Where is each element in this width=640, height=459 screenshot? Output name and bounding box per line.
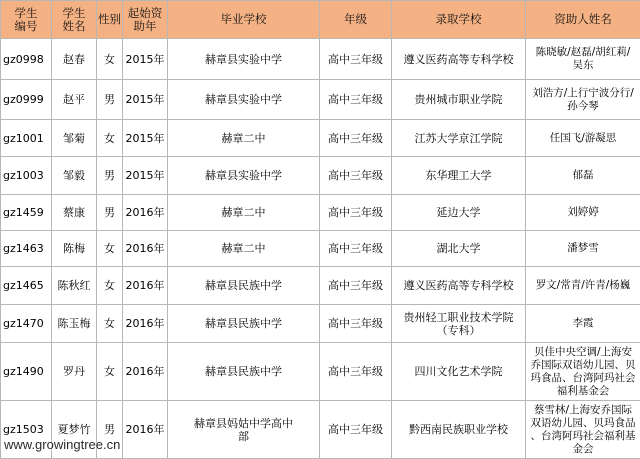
cell-student-id: gz1463 <box>1 231 52 267</box>
cell-graduation-school: 赫章县民族中学 <box>168 267 320 305</box>
cell-sponsor-names-line: 李霞 <box>573 317 594 329</box>
cell-gender: 男 <box>97 157 123 195</box>
cell-grade: 高中三年级 <box>320 305 392 343</box>
cell-admitted-school: 东华理工大学 <box>392 157 526 195</box>
cell-grade: 高中三年级 <box>320 80 392 120</box>
cell-admitted-school: 湖北大学 <box>392 231 526 267</box>
table-row <box>1 157 640 195</box>
cell-grade: 高中三年级 <box>320 195 392 231</box>
cell-sponsor-names-line: 乔国际双语幼儿园、贝 <box>531 359 636 371</box>
cell-admitted-school: 延边大学 <box>392 195 526 231</box>
cell-sponsor-names-line: 罗文/常青/许青/杨巍 <box>536 279 631 291</box>
cell-student-id: gz1503 <box>1 401 52 459</box>
cell-gender: 女 <box>97 305 123 343</box>
cell-graduation-school: 赫章县实验中学 <box>168 157 320 195</box>
cell-sponsor-names-line: 吴东 <box>573 59 594 71</box>
cell-start-year: 2016年 <box>123 343 168 401</box>
table-row <box>1 39 640 80</box>
cell-grade: 高中三年级 <box>320 231 392 267</box>
cell-admitted-school: 黔西南民族职业学校 <box>392 401 526 459</box>
header-gender: 性别 <box>97 1 123 39</box>
header-start-year: 起始资 助年 <box>123 1 168 39</box>
cell-gender: 男 <box>97 401 123 459</box>
cell-start-year: 2016年 <box>123 267 168 305</box>
cell-student-name: 陈梅 <box>52 231 97 267</box>
cell-grade: 高中三年级 <box>320 267 392 305</box>
watermark: www.growingtree.cn <box>4 437 120 452</box>
cell-start-year: 2015年 <box>123 39 168 80</box>
cell-gender: 男 <box>97 195 123 231</box>
cell-admitted-school: 贵州城市职业学院 <box>392 80 526 120</box>
cell-graduation-school: 赫章二中 <box>168 195 320 231</box>
cell-sponsor-names-line: 陈晓敏/赵磊/胡红莉/ <box>536 46 631 58</box>
table-row <box>1 120 640 157</box>
cell-sponsor-names-line: 刘婷婷 <box>567 206 599 218</box>
cell-gender: 女 <box>97 231 123 267</box>
cell-start-year: 2015年 <box>123 157 168 195</box>
cell-grade: 高中三年级 <box>320 157 392 195</box>
cell-student-id: gz1470 <box>1 305 52 343</box>
cell-student-id: gz1465 <box>1 267 52 305</box>
cell-student-name: 邹菊 <box>52 120 97 157</box>
cell-sponsor-names <box>526 80 640 120</box>
cell-sponsor-names-line: 任国飞/游凝思 <box>550 132 617 144</box>
header-admitted-school: 录取学校 <box>392 1 526 39</box>
cell-graduation-school-line: 部 <box>238 430 249 443</box>
cell-sponsor-names-line: 、台湾阿玛社会福利基 <box>531 430 636 442</box>
cell-admitted-school: 遵义医药高等专科学校 <box>392 39 526 80</box>
cell-sponsor-names-line: 刘浩方/上行宁波分行/ <box>532 87 634 99</box>
cell-student-id: gz1003 <box>1 157 52 195</box>
cell-student-name: 罗丹 <box>52 343 97 401</box>
cell-student-id: gz1459 <box>1 195 52 231</box>
cell-student-name: 邹毅 <box>52 157 97 195</box>
table-row <box>1 231 640 267</box>
cell-sponsor-names <box>526 39 640 80</box>
cell-sponsor-names-line: 玛食品、台湾阿玛社会 <box>531 372 636 384</box>
cell-graduation-school: 赫章县实验中学 <box>168 39 320 80</box>
table-row <box>1 267 640 305</box>
table-body <box>1 39 640 459</box>
cell-graduation-school: 赫章县民族中学 <box>168 305 320 343</box>
cell-gender: 女 <box>97 39 123 80</box>
cell-admitted-school: 江苏大学京江学院 <box>392 120 526 157</box>
cell-sponsor-names-line: 福利基金会 <box>557 385 610 397</box>
cell-sponsor-names <box>526 157 640 195</box>
cell-admitted-school <box>392 305 526 343</box>
cell-student-name: 赵春 <box>52 39 97 80</box>
cell-graduation-school: 赫章县实验中学 <box>168 80 320 120</box>
cell-grade: 高中三年级 <box>320 39 392 80</box>
cell-sponsor-names-line: 潘梦雪 <box>567 242 599 254</box>
cell-start-year: 2015年 <box>123 80 168 120</box>
cell-sponsor-names <box>526 120 640 157</box>
cell-graduation-school: 赫章县民族中学 <box>168 343 320 401</box>
cell-start-year: 2016年 <box>123 305 168 343</box>
cell-start-year: 2015年 <box>123 120 168 157</box>
cell-student-id: gz0998 <box>1 39 52 80</box>
cell-admitted-school-line: （专科） <box>437 324 481 337</box>
cell-sponsor-names <box>526 231 640 267</box>
cell-graduation-school: 赫章二中 <box>168 120 320 157</box>
cell-sponsor-names-line: 蔡雪林/上海安乔国际 <box>534 404 632 416</box>
cell-gender: 男 <box>97 80 123 120</box>
cell-student-id: gz0999 <box>1 80 52 120</box>
cell-start-year: 2016年 <box>123 401 168 459</box>
header-student-name: 学生 姓名 <box>52 1 97 39</box>
cell-student-id: gz1490 <box>1 343 52 401</box>
cell-grade: 高中三年级 <box>320 343 392 401</box>
cell-sponsor-names-line: 孙今琴 <box>567 100 599 112</box>
header-row <box>1 1 640 39</box>
header-grade: 年级 <box>320 1 392 39</box>
cell-grade: 高中三年级 <box>320 120 392 157</box>
cell-sponsor-names-line: 贝佳中央空调/上海安 <box>534 346 632 358</box>
cell-sponsor-names <box>526 195 640 231</box>
cell-admitted-school: 遵义医药高等专科学校 <box>392 267 526 305</box>
cell-admitted-school-line: 贵州轻工职业技术学院 <box>404 311 514 324</box>
cell-sponsor-names-line: 郁磊 <box>573 169 594 181</box>
cell-gender: 女 <box>97 120 123 157</box>
cell-gender: 女 <box>97 267 123 305</box>
cell-graduation-school: 赫章二中 <box>168 231 320 267</box>
cell-student-name: 陈秋红 <box>52 267 97 305</box>
cell-grade: 高中三年级 <box>320 401 392 459</box>
cell-gender: 女 <box>97 343 123 401</box>
cell-student-name: 陈玉梅 <box>52 305 97 343</box>
cell-sponsor-names <box>526 305 640 343</box>
cell-student-id: gz1001 <box>1 120 52 157</box>
header-sponsor-names: 资助人姓名 <box>526 1 640 39</box>
cell-graduation-school-line: 赫章县妈姑中学高中 <box>194 417 293 430</box>
table-row <box>1 343 640 401</box>
header-graduation-school: 毕业学校 <box>168 1 320 39</box>
cell-start-year: 2016年 <box>123 231 168 267</box>
header-student-id: 学生 编号 <box>1 1 52 39</box>
table-row <box>1 195 640 231</box>
table-row <box>1 80 640 120</box>
cell-sponsor-names-line: 金会 <box>573 443 594 455</box>
cell-student-name: 赵平 <box>52 80 97 120</box>
cell-student-name: 夏梦竹 <box>52 401 97 459</box>
cell-sponsor-names-line: 双语幼儿园、贝玛食品 <box>531 417 636 429</box>
cell-sponsor-names <box>526 343 640 401</box>
cell-admitted-school: 四川文化艺术学院 <box>392 343 526 401</box>
cell-graduation-school <box>168 401 320 459</box>
table-row <box>1 305 640 343</box>
cell-sponsor-names <box>526 401 640 459</box>
cell-sponsor-names <box>526 267 640 305</box>
cell-start-year: 2016年 <box>123 195 168 231</box>
cell-student-name: 蔡康 <box>52 195 97 231</box>
